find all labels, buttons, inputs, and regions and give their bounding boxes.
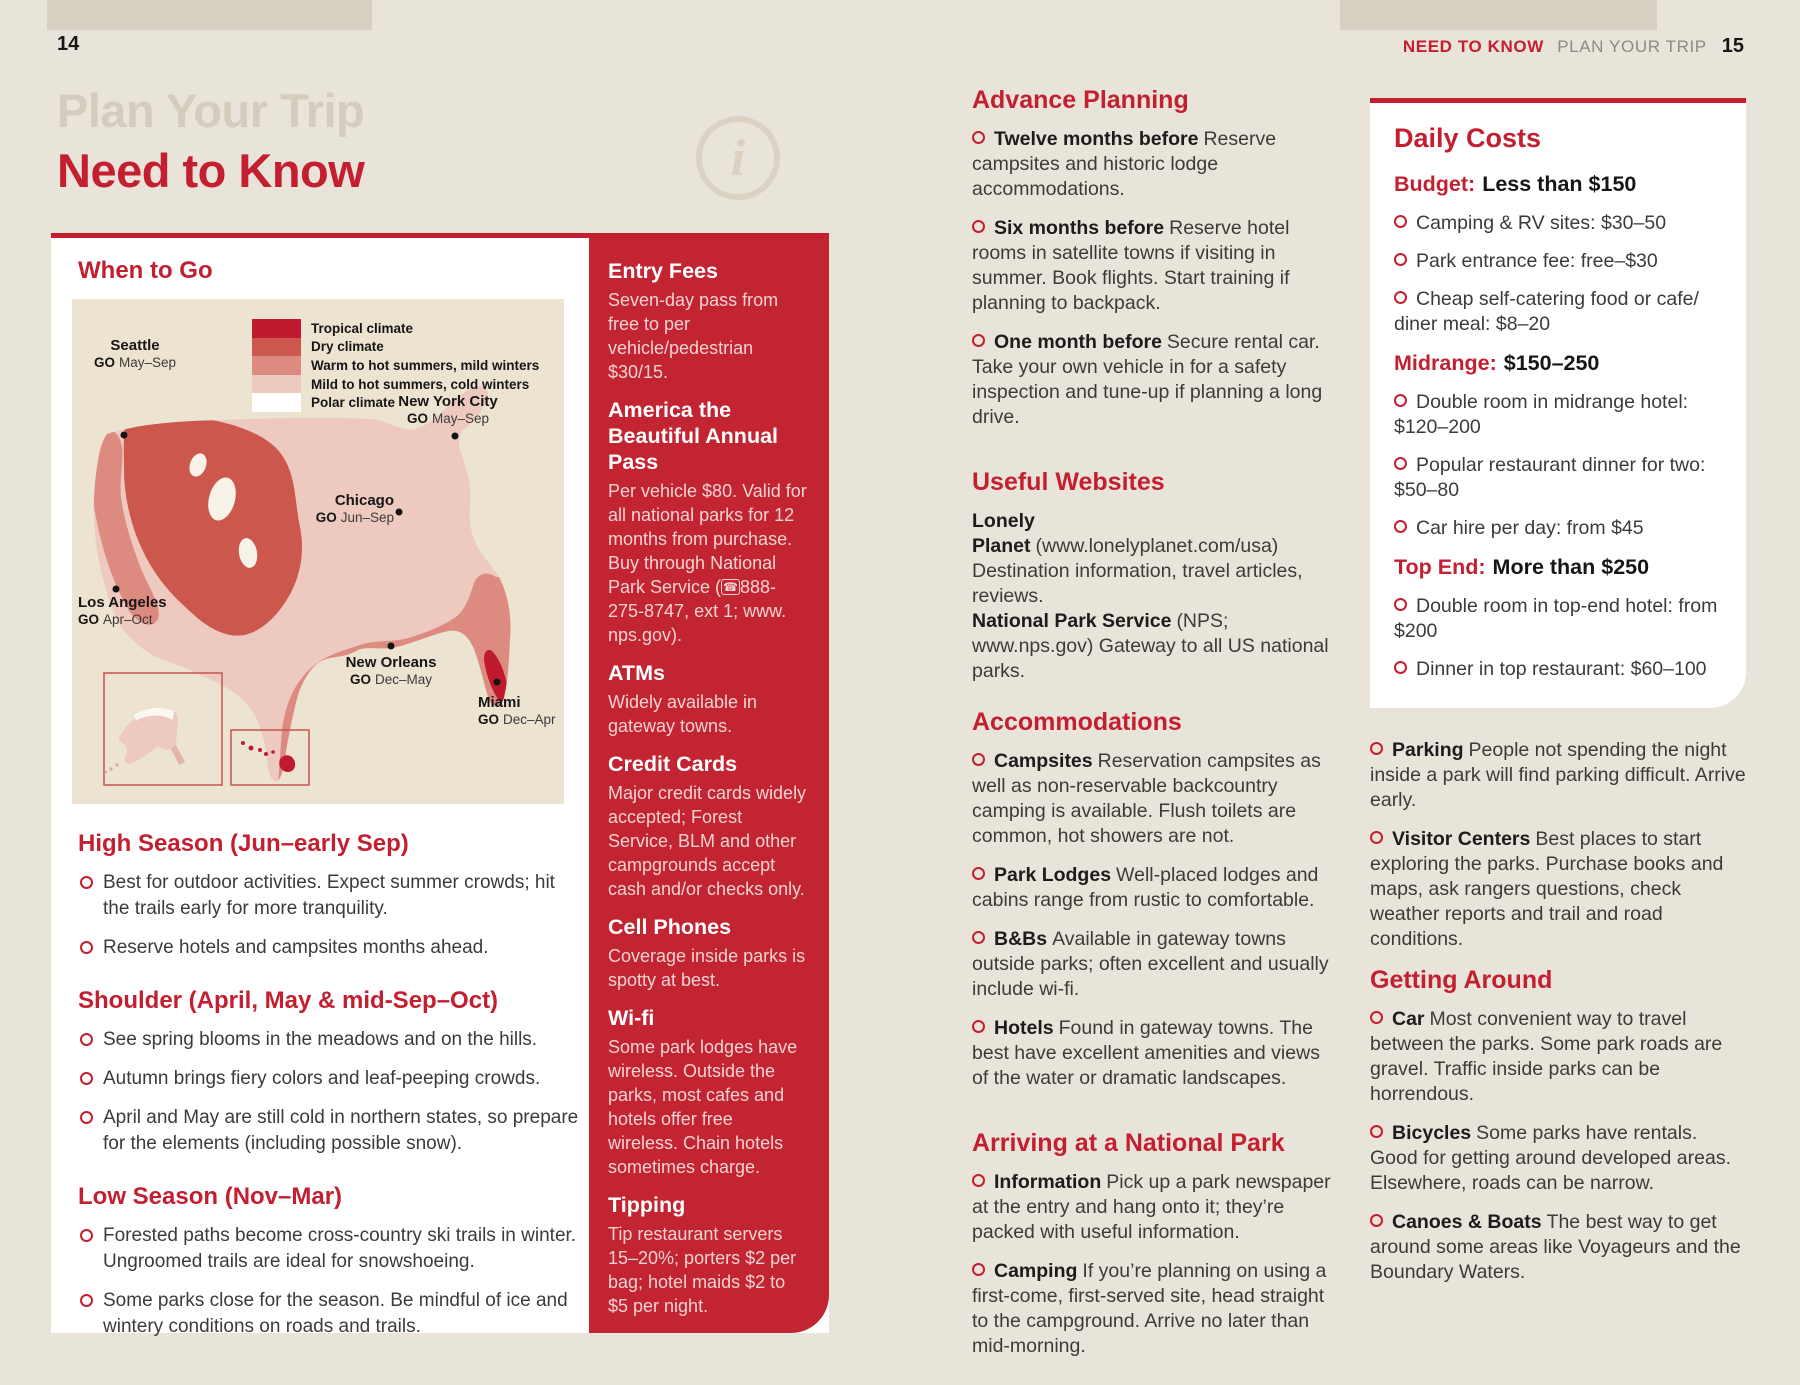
sidebar-section-credit-cards: Credit Cards Major credit cards widely accepted; Forest Service, BLM and other campgrounds accept cash and/or checks only. — [608, 752, 807, 899]
map-city-seattle: Seattle GO May–Sep — [93, 337, 177, 370]
list-item: Camping & RV sites: $30–50 — [1394, 211, 1722, 236]
page-number-left: 14 — [57, 33, 80, 55]
running-header-context: PLAN YOUR TRIP — [1557, 37, 1707, 56]
list-item: Some parks close for the season. Be mindful of ice and wintery conditions on roads and trails. — [78, 1288, 583, 1340]
list-item: Park entrance fee: free–$30 — [1394, 249, 1722, 274]
getting-around-heading: Getting Around — [1370, 966, 1553, 994]
bullet-icon — [1370, 742, 1383, 755]
when-to-go-card — [51, 233, 829, 1337]
list-item: Dinner in top restaurant: $60–100 — [1394, 657, 1722, 682]
bullet-icon — [80, 876, 93, 889]
daily-costs-heading: Daily Costs — [1394, 123, 1542, 153]
list-item: See spring blooms in the meadows and on the hills. — [78, 1027, 583, 1053]
map-city-chicago: Chicago GO Jun–Sep — [315, 492, 394, 525]
map-city-new-york: New York City GO May–Sep — [398, 393, 498, 426]
sidebar-section-annual-pass: America the Beautiful Annual Pass Per vehicle $80. Valid for all national parks for 12 months from purchase. Buy through National Park Service ( ☎ 888-275-8747, ext 1; www. nps.gov). — [608, 398, 807, 645]
bullet-icon — [80, 1033, 93, 1046]
sidebar-section-cell-phones: Cell Phones Coverage inside parks is spotty at best. — [608, 915, 806, 990]
list-item: April and May are still cold in northern states, so prepare for the elements (including possible snow). — [78, 1105, 583, 1157]
bullet-icon — [972, 1174, 985, 1187]
list-item: Visitor Centers Best places to start exploring the parks. Purchase books and maps, ask rangers questions, check weather reports and trail and road conditions. — [1370, 828, 1724, 950]
map-city-miami: Miami GO Dec–Apr — [478, 694, 556, 727]
when-to-go-heading: When to Go — [78, 257, 213, 284]
bullet-icon — [972, 867, 985, 880]
list-item: Double room in midrange hotel: $120–200 — [1394, 391, 1689, 438]
legend-label: Dry climate — [311, 339, 384, 355]
bullet-icon — [1394, 291, 1407, 304]
phone-icon: ☎ — [723, 580, 738, 594]
svg-text:i: i — [730, 130, 746, 187]
page-number-right: 15 — [1721, 35, 1744, 57]
chapter-kicker: Plan Your Trip — [57, 84, 365, 137]
list-item: Parking People not spending the night inside a park will find parking difficult. Arrive early. — [1370, 739, 1746, 811]
legend-label: Warm to hot summers, mild winters — [311, 357, 540, 373]
legend-label: Polar climate — [311, 395, 396, 411]
list-item: Information Pick up a park newspaper at the entry and hang onto it; they’re packed with useful information. — [972, 1171, 1331, 1243]
daily-costs-box — [1370, 98, 1746, 708]
website-entry: National Park Service (NPS; www.nps.gov) Gateway to all US national parks. — [972, 610, 1329, 682]
legend-row — [252, 319, 539, 338]
sidebar-section-tipping: Tipping Tip restaurant servers 15–20%; porters $2 per bag; hotel maids $2 to $5 per night. — [608, 1193, 797, 1316]
legend-swatch-warm-hot — [252, 356, 301, 375]
list-item: Autumn brings fiery colors and leaf-peeping crowds. — [78, 1066, 583, 1092]
legend-row — [252, 338, 539, 357]
page-top-tab-right — [1340, 0, 1657, 30]
bullet-icon — [1394, 520, 1407, 533]
climate-map — [72, 299, 564, 804]
bullet-icon — [1370, 1214, 1383, 1227]
sidebar-section-atms: ATMs Widely available in gateway towns. — [608, 661, 758, 736]
top-end-tier-heading: Top End: More than $250 — [1394, 555, 1650, 579]
list-item: Bicycles Some parks have rentals. Good for getting around developed areas. Elsewhere, roads can be narrow. — [1370, 1122, 1732, 1194]
legend-swatch-dry — [252, 338, 301, 357]
quick-facts-sidebar — [589, 238, 829, 1333]
middle-column — [972, 86, 1338, 1373]
legend-label: Mild to hot summers, cold winters — [311, 376, 530, 392]
right-column — [1370, 98, 1746, 1299]
high-season-heading: High Season (Jun–early Sep) — [78, 830, 409, 857]
bullet-icon — [1394, 215, 1407, 228]
list-item: B&Bs Available in gateway towns outside parks; often excellent and usually include wi-fi. — [972, 928, 1329, 1000]
list-item: One month before Secure rental car. Take your own vehicle in for a safety inspection and tune-up if planning a long drive. — [972, 331, 1323, 428]
info-icon — [693, 112, 783, 204]
bullet-icon — [1370, 1011, 1383, 1024]
bullet-icon — [1370, 831, 1383, 844]
useful-websites-heading: Useful Websites — [972, 468, 1165, 496]
page-title: Need to Know — [57, 144, 365, 197]
list-item: Twelve months before Reserve campsites and historic lodge accommodations. — [972, 128, 1277, 200]
advance-planning-heading: Advance Planning — [972, 86, 1189, 114]
bullet-icon — [1394, 661, 1407, 674]
legend-label: Tropical climate — [311, 320, 414, 336]
bullet-icon — [1394, 598, 1407, 611]
bullet-icon — [1394, 457, 1407, 470]
list-item: Campsites Reservation campsites as well as non-reservable backcountry camping is available. Flush toilets are common, hot showers are not. — [972, 750, 1321, 847]
running-header-section: NEED TO KNOW — [1402, 37, 1544, 56]
bullet-icon — [80, 1072, 93, 1085]
list-item: Canoes & Boats The best way to get around some areas like Voyageurs and the Boundary Waters. — [1370, 1211, 1741, 1283]
list-item: Cheap self-catering food or cafe/ diner meal: $8–20 — [1394, 288, 1699, 335]
low-season-heading: Low Season (Nov–Mar) — [78, 1183, 343, 1210]
map-city-los-angeles: Los Angeles GO Apr–Oct — [78, 594, 167, 627]
shoulder-season-heading: Shoulder (April, May & mid-Sep–Oct) — [78, 987, 499, 1014]
list-item: Double room in top-end hotel: from $200 — [1394, 595, 1718, 642]
legend-swatch-polar — [252, 393, 301, 412]
bullet-icon — [80, 1294, 93, 1307]
bullet-icon — [972, 220, 985, 233]
sidebar-section-wifi: Wi-fi Some park lodges have wireless. Outside the parks, most cafes and hotels offer free wireless. Chain hotels sometimes charge. — [608, 1006, 798, 1177]
running-header — [1403, 35, 1744, 58]
list-item: Car Most convenient way to travel between the parks. Some park roads are gravel. Traffic inside parks can be horrendous. — [1370, 1008, 1723, 1105]
list-item: Car hire per day: from $45 — [1394, 516, 1722, 541]
map-city-new-orleans: New Orleans GO Dec–May — [345, 654, 437, 687]
list-item: Forested paths become cross-country ski trails in winter. Ungroomed trails are ideal for snowshoeing. — [78, 1223, 583, 1275]
bullet-icon — [1394, 394, 1407, 407]
accommodations-heading: Accommodations — [972, 708, 1182, 736]
legend-row — [252, 375, 539, 394]
website-entry: Lonely Planet (www.lonelyplanet.com/usa) Destination information, travel articles, reviews. — [972, 510, 1303, 607]
list-item: Popular restaurant dinner for two: $50–80 — [1394, 454, 1706, 501]
bullet-icon — [972, 334, 985, 347]
bullet-icon — [972, 753, 985, 766]
bullet-icon — [80, 1229, 93, 1242]
legend-swatch-tropical — [252, 319, 301, 338]
legend-swatch-mild-hot — [252, 375, 301, 394]
arriving-heading: Arriving at a National Park — [972, 1129, 1285, 1157]
bullet-icon — [80, 941, 93, 954]
list-item: Camping If you’re planning on using a first-come, first-served site, head straight to the campground. Arrive no later than mid-morning. — [972, 1260, 1327, 1357]
list-item: Park Lodges Well-placed lodges and cabins range from rustic to comfortable. — [972, 864, 1319, 911]
list-item: Six months before Reserve hotel rooms in satellite towns if visiting in summer. Book flights. Start training if planning to backpack. — [972, 217, 1290, 314]
bullet-icon — [972, 1020, 985, 1033]
bullet-icon — [972, 131, 985, 144]
bullet-icon — [1370, 1125, 1383, 1138]
bullet-icon — [972, 931, 985, 944]
page-top-tab-left — [47, 0, 372, 30]
bullet-icon — [80, 1111, 93, 1124]
midrange-tier-heading: Midrange: $150–250 — [1394, 351, 1600, 375]
legend-row — [252, 356, 539, 375]
bullet-icon — [1394, 253, 1407, 266]
list-item: Reserve hotels and campsites months ahead. — [78, 935, 583, 961]
list-item: Best for outdoor activities. Expect summer crowds; hit the trails early for more tranquility. — [78, 870, 583, 922]
sidebar-section-entry-fees: Entry Fees Seven-day pass from free to per vehicle/pedestrian $30/15. — [608, 259, 779, 382]
bullet-icon — [972, 1263, 985, 1276]
list-item: Hotels Found in gateway towns. The best have excellent amenities and views of the water or dramatic landscapes. — [972, 1017, 1320, 1089]
budget-tier-heading: Budget: Less than $150 — [1394, 172, 1637, 196]
